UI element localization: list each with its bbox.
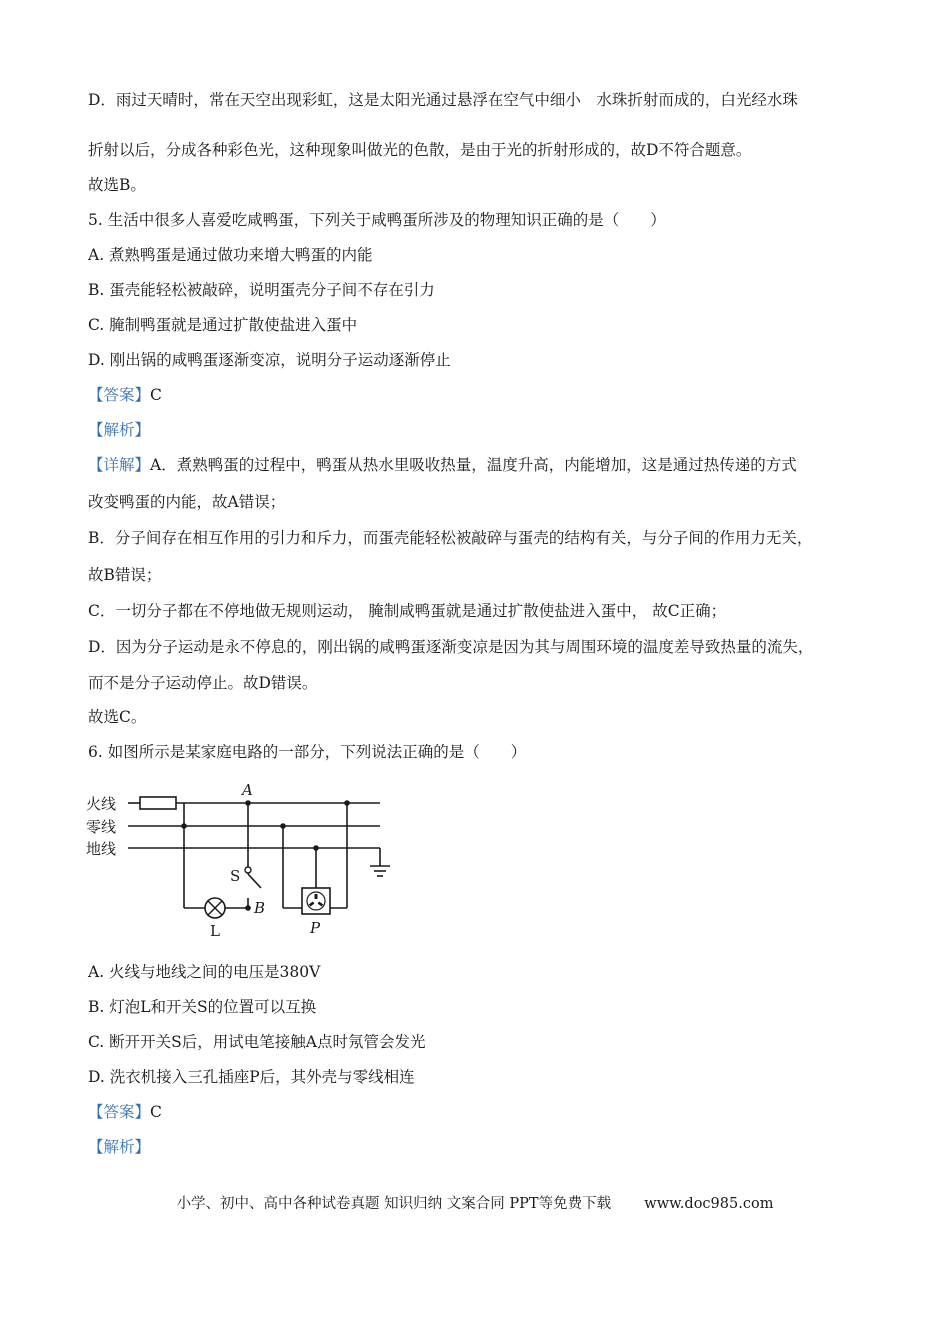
footer-text: 小学、初中、高中各种试卷真题 知识归纳 文案合同 PPT等免费下载 [176,1196,612,1212]
detail-line: 而不是分子运动停止。故D错误。 [88,674,318,692]
option-6b: B. 灯泡L和开关S的位置可以互换 [88,998,317,1016]
page-footer [0,1192,950,1213]
detail-line: D．因为分子运动是永不停息的，刚出锅的咸鸭蛋逐渐变凉是因为其与周围环境的温度差导致热量的流失， [88,638,814,656]
label-socket-p: P [310,919,321,937]
question-5: 5. 生活中很多人喜爱吃咸鸭蛋，下列关于咸鸭蛋所涉及的物理知识正确的是（ ） [88,211,666,229]
label-point-a: A [242,781,253,799]
switch-contact [245,867,251,873]
footer-url[interactable]: www.doc985.com [644,1196,774,1212]
label-neutral: 零线 [86,818,117,836]
detail-line: B．分子间存在相互作用的引力和斥力，而蛋壳能轻松被敲碎与蛋壳的结构有关，与分子间的作用力无关， [88,529,813,547]
circuit-diagram [80,778,410,948]
option-6a: A. 火线与地线之间的电压是380V [88,963,321,981]
detail-line [88,455,797,475]
label-live: 火线 [86,795,117,813]
question-6: 6. 如图所示是某家庭电路的一部分，下列说法正确的是（ ） [88,743,527,761]
option-5d: D. 刚出锅的咸鸭蛋逐渐变凉，说明分子运动逐渐停止 [88,351,451,369]
answer-value: C [150,1103,162,1121]
lamp-icon [205,898,225,918]
option-5b: B. 蛋壳能轻松被敲碎，说明蛋壳分子间不存在引力 [88,281,435,299]
detail-line: 故选C。 [88,708,147,726]
answer-value: C [150,386,162,404]
text-line: D．雨过天晴时，常在天空出现彩虹，这是太阳光通过悬浮在空气中细小 水珠折射而成的，白光经水珠 [88,91,798,109]
detail-text: A．煮熟鸭蛋的过程中，鸭蛋从热水里吸收热量，温度升高，内能增加，这是通过热传递的方式 [150,456,797,474]
answer-6 [88,1102,162,1122]
fuse-icon [140,797,176,809]
socket-icon [302,888,330,914]
analysis-tag: 【解析】 [88,421,151,439]
label-lamp-l: L [210,922,220,940]
option-5a: A. 煮熟鸭蛋是通过做功来增大鸭蛋的内能 [88,246,373,264]
option-6c: C. 断开开关S后，用试电笔接触A点时氖管会发光 [88,1033,426,1051]
answer-tag: 【答案】 [88,1103,151,1121]
option-5c: C. 腌制鸭蛋就是通过扩散使盐进入蛋中 [88,316,358,334]
detail-line: C．一切分子都在不停地做无规则运动， 腌制咸鸭蛋就是通过扩散使盐进入蛋中， 故C正确； [88,602,727,620]
label-ground: 地线 [86,840,117,858]
answer-5 [88,385,162,405]
detail-line: 故B错误； [88,566,162,584]
label-switch-s: S [230,867,241,885]
analysis-tag: 【解析】 [88,1138,151,1156]
label-point-b: B [254,899,266,917]
text-line: 折射以后，分成各种彩色光，这种现象叫做光的色散，是由于光的折射形成的，故D不符合题意。 [88,141,752,159]
detail-tag: 【详解】 [88,456,151,474]
text-line: 故选B。 [88,176,146,194]
detail-line: 改变鸭蛋的内能，故A错误； [88,493,286,511]
answer-tag: 【答案】 [88,386,151,404]
option-6d: D. 洗衣机接入三孔插座P后，其外壳与零线相连 [88,1068,415,1086]
